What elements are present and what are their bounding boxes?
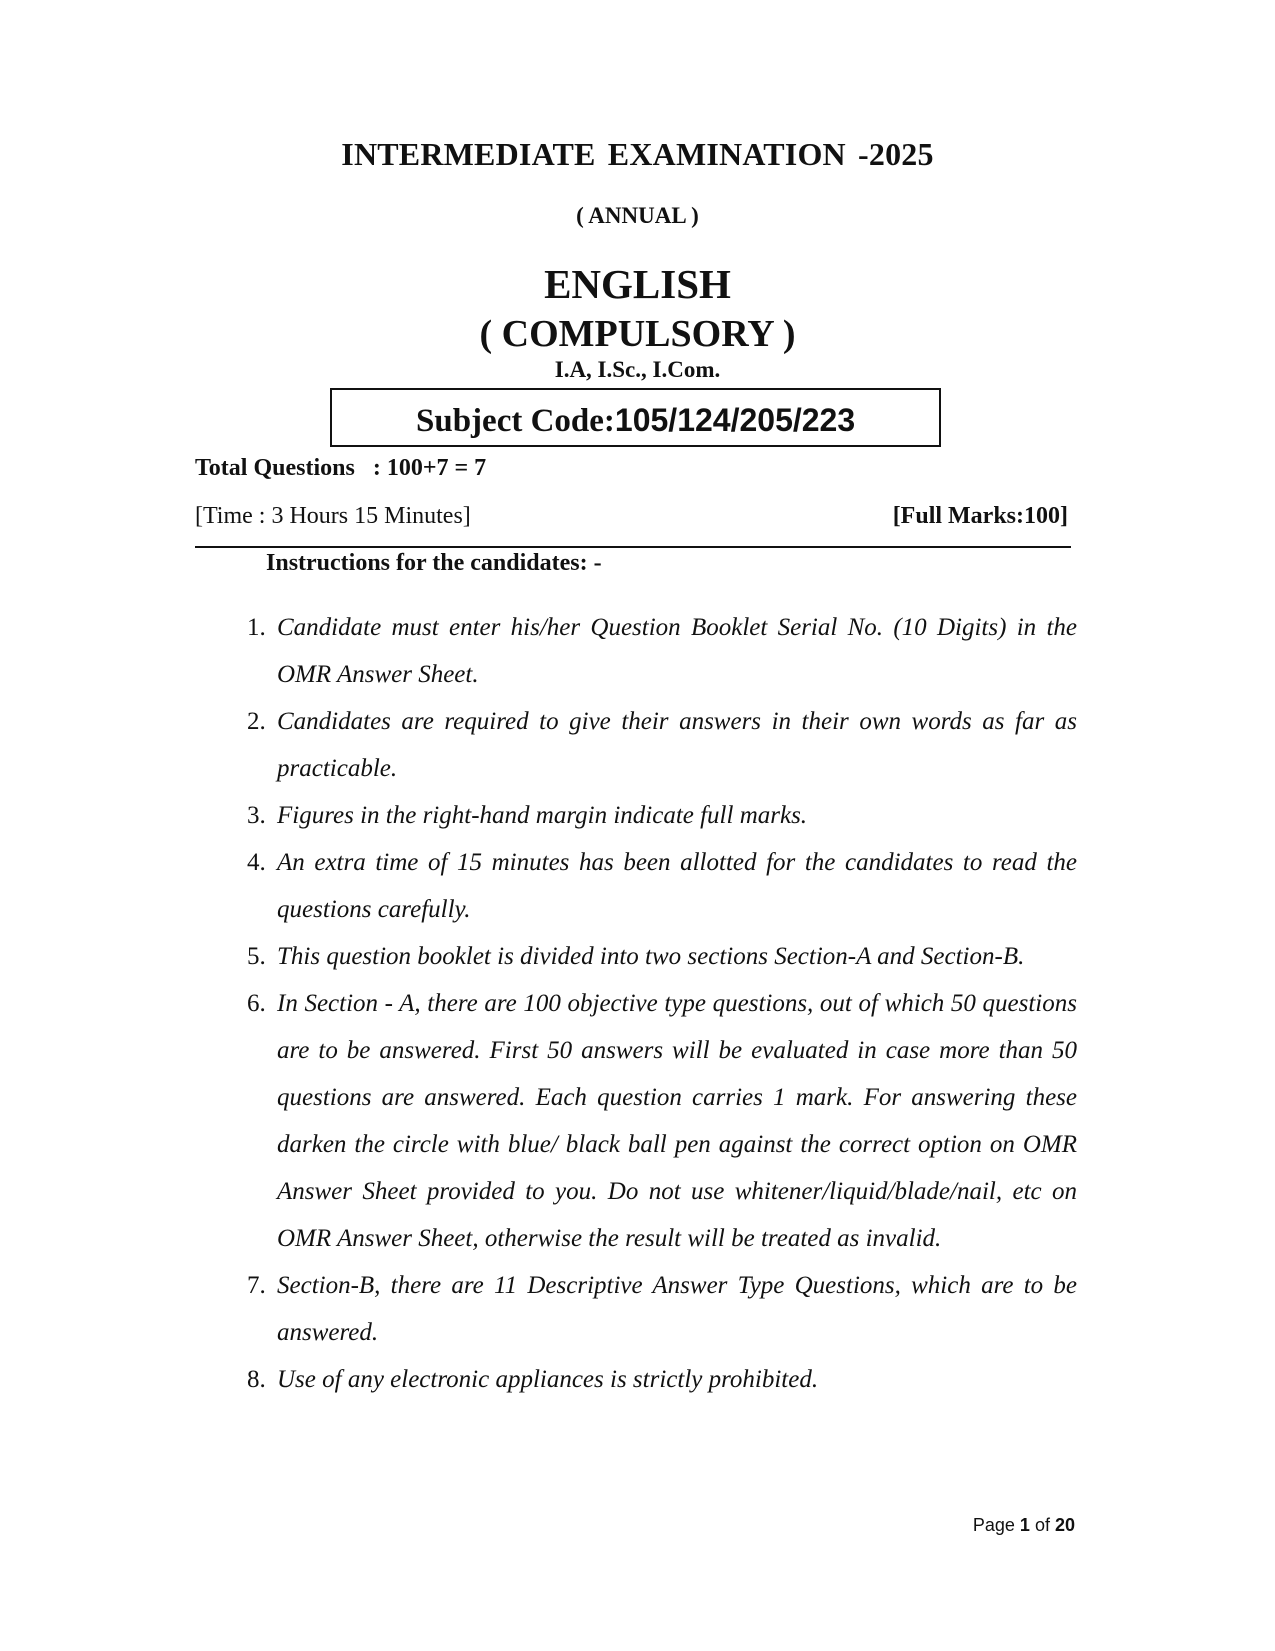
subject-code-value: 105/124/205/223 xyxy=(614,402,856,438)
instruction-number: 6. xyxy=(247,990,266,1017)
instruction-number: 8. xyxy=(247,1366,266,1393)
page-label: Page xyxy=(972,1515,1015,1535)
subject-code-label: Subject Code: xyxy=(416,403,615,439)
full-marks: [Full Marks:100] xyxy=(892,503,1068,529)
instruction-number: 2. xyxy=(247,708,266,735)
exam-title: INTERMEDIATE EXAMINATION -2025 xyxy=(341,136,934,172)
subject-code-box xyxy=(330,388,941,447)
instruction-text: In Section - A, there are 100 objective type questions, out of which 50 questions are to be answered. First 50 answers will be evaluated in case more than 50 questions are answered. Each question carries 1 mark. For answering these darken the circle with blue/ black ball pen against the correct option on OMR Answer Sheet provided to you. Do not use whitener/liquid/blade/nail, etc on OMR Answer Sheet, otherwise the result will be treated as invalid. xyxy=(277,990,1077,1252)
total-questions: Total Questions : 100+7 = 7 xyxy=(195,455,487,481)
instruction-text: Use of any electronic appliances is strictly prohibited. xyxy=(277,1366,819,1393)
time-allowed: [Time : 3 Hours 15 Minutes] xyxy=(195,503,471,529)
divider xyxy=(195,546,1071,548)
page-current: 1 xyxy=(1019,1515,1030,1535)
instruction-text: Candidates are required to give their answers in their own words as far as practicable. xyxy=(277,708,1077,782)
instructions-heading: Instructions for the candidates: - xyxy=(266,550,602,576)
instruction-number: 5. xyxy=(247,943,266,970)
instruction-text: Figures in the right-hand margin indicate full marks. xyxy=(277,802,808,829)
instruction-number: 1. xyxy=(247,614,266,641)
instruction-item xyxy=(247,604,1077,698)
page-number xyxy=(973,1515,1075,1536)
instruction-item xyxy=(247,980,1077,1262)
instruction-number: 7. xyxy=(247,1272,266,1299)
instruction-item xyxy=(247,933,1077,980)
subject-subtitle: ( COMPULSORY ) xyxy=(479,313,796,355)
subject-code xyxy=(416,402,855,440)
instruction-number: 3. xyxy=(247,802,266,829)
instruction-text: Candidate must enter his/her Question Booklet Serial No. (10 Digits) in the OMR Answer Sheet. xyxy=(277,614,1077,688)
instruction-item xyxy=(247,698,1077,792)
page-total: 20 xyxy=(1054,1515,1075,1535)
exam-type: ( ANNUAL ) xyxy=(576,203,699,228)
instruction-item xyxy=(247,1356,1077,1403)
streams-line: I.A, I.Sc., I.Com. xyxy=(554,357,721,382)
instruction-number: 4. xyxy=(247,849,266,876)
page-of-label: of xyxy=(1034,1515,1050,1535)
instruction-item xyxy=(247,792,1077,839)
subject-title: ENGLISH xyxy=(544,261,731,307)
instruction-item xyxy=(247,1262,1077,1356)
instruction-text: Section-B, there are 11 Descriptive Answer Type Questions, which are to be answered. xyxy=(277,1272,1077,1346)
instruction-item xyxy=(247,839,1077,933)
instructions-list xyxy=(247,604,1077,1403)
instruction-text: An extra time of 15 minutes has been allotted for the candidates to read the questions carefully. xyxy=(277,849,1077,923)
instruction-text: This question booklet is divided into two sections Section-A and Section-B. xyxy=(277,943,1025,970)
